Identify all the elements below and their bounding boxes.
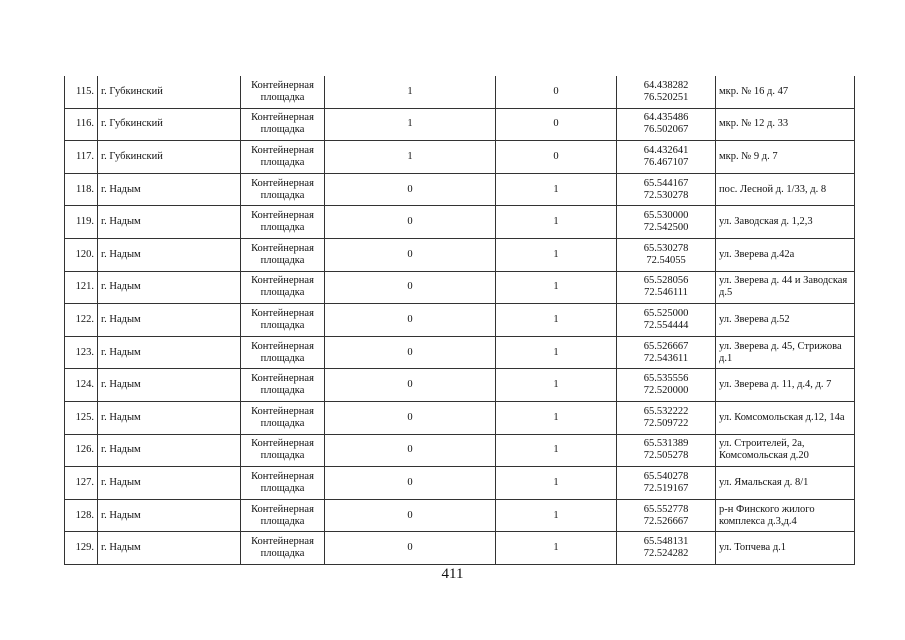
row-number: 120. — [65, 238, 98, 271]
address-cell: ул. Зверева д. 11, д.4, д. 7 — [716, 369, 855, 402]
row-number: 118. — [65, 173, 98, 206]
site-type-line: площадка — [260, 548, 305, 560]
site-type-line: Контейнерная — [251, 503, 314, 515]
latitude: 65.526667 — [643, 340, 689, 352]
latitude: 65.544167 — [643, 177, 689, 189]
address-cell: ул. Заводская д. 1,2,3 — [716, 206, 855, 239]
count-cell-1: 1 — [325, 76, 496, 108]
latitude: 65.525000 — [643, 307, 689, 319]
latitude: 64.435486 — [643, 112, 689, 124]
site-type-line: Контейнерная — [251, 112, 314, 124]
site-type-cell — [241, 76, 325, 108]
city-cell: г. Надым — [98, 401, 241, 434]
row-number: 124. — [65, 369, 98, 402]
row-number: 123. — [65, 336, 98, 369]
row-number: 115. — [65, 76, 98, 108]
site-type-line: Контейнерная — [251, 79, 314, 91]
count-cell-1: 0 — [325, 369, 496, 402]
count-cell-2: 1 — [496, 206, 617, 239]
address-cell: р-н Финского жилого комплекса д.3,д.4 — [716, 499, 855, 532]
site-type-line: Контейнерная — [251, 210, 314, 222]
count-cell-2: 1 — [496, 238, 617, 271]
address-cell: пос. Лесной д. 1/33, д. 8 — [716, 173, 855, 206]
count-cell-2: 1 — [496, 173, 617, 206]
table-row — [65, 467, 855, 500]
site-type-line: площадка — [260, 287, 305, 299]
site-type-cell — [241, 499, 325, 532]
coordinates-cell — [617, 467, 716, 500]
table-row — [65, 532, 855, 565]
coordinates-cell — [617, 499, 716, 532]
address-cell: мкр. № 9 д. 7 — [716, 141, 855, 174]
site-type-cell — [241, 304, 325, 337]
row-number: 127. — [65, 467, 98, 500]
row-number: 122. — [65, 304, 98, 337]
count-cell-1: 0 — [325, 206, 496, 239]
coordinates-cell — [617, 369, 716, 402]
row-number: 126. — [65, 434, 98, 467]
address-cell: ул. Зверева д.52 — [716, 304, 855, 337]
count-cell-1: 0 — [325, 336, 496, 369]
longitude: 72.54055 — [646, 254, 686, 266]
coordinates-cell — [617, 434, 716, 467]
count-cell-1: 0 — [325, 173, 496, 206]
city-cell: г. Надым — [98, 532, 241, 565]
city-cell: г. Надым — [98, 304, 241, 337]
table-row — [65, 434, 855, 467]
site-type-line: площадка — [260, 417, 305, 429]
city-cell: г. Надым — [98, 499, 241, 532]
row-number: 117. — [65, 141, 98, 174]
city-cell: г. Губкинский — [98, 141, 241, 174]
city-cell: г. Надым — [98, 467, 241, 500]
coordinates-cell — [617, 76, 716, 108]
city-cell: г. Надым — [98, 369, 241, 402]
count-cell-1: 0 — [325, 304, 496, 337]
site-type-line: Контейнерная — [251, 438, 314, 450]
site-type-line: площадка — [260, 222, 305, 234]
row-number: 129. — [65, 532, 98, 565]
address-cell: мкр. № 12 д. 33 — [716, 108, 855, 141]
longitude: 72.524282 — [643, 548, 689, 560]
address-cell: ул. Топчева д.1 — [716, 532, 855, 565]
site-type-line: Контейнерная — [251, 177, 314, 189]
address-cell: ул. Зверева д.42а — [716, 238, 855, 271]
latitude: 65.548131 — [643, 536, 689, 548]
latitude: 65.540278 — [643, 470, 689, 482]
site-type-cell — [241, 467, 325, 500]
address-cell: ул. Ямальская д. 8/1 — [716, 467, 855, 500]
site-type-cell — [241, 271, 325, 304]
site-type-line: Контейнерная — [251, 536, 314, 548]
site-type-line: площадка — [260, 91, 305, 103]
city-cell: г. Надым — [98, 206, 241, 239]
latitude: 64.438282 — [643, 79, 689, 91]
site-type-cell — [241, 108, 325, 141]
site-type-line: Контейнерная — [251, 405, 314, 417]
container-sites-table — [64, 76, 855, 565]
longitude: 72.530278 — [643, 189, 689, 201]
city-cell: г. Губкинский — [98, 76, 241, 108]
site-type-cell — [241, 206, 325, 239]
coordinates-cell — [617, 173, 716, 206]
table-row — [65, 499, 855, 532]
longitude: 76.502067 — [643, 124, 689, 136]
table-row — [65, 173, 855, 206]
site-type-cell — [241, 173, 325, 206]
count-cell-1: 0 — [325, 401, 496, 434]
site-type-line: Контейнерная — [251, 144, 314, 156]
table-row — [65, 304, 855, 337]
count-cell-2: 1 — [496, 304, 617, 337]
site-type-cell — [241, 401, 325, 434]
address-cell: мкр. № 16 д. 47 — [716, 76, 855, 108]
count-cell-1: 0 — [325, 467, 496, 500]
latitude: 65.530278 — [643, 242, 689, 254]
table-row — [65, 238, 855, 271]
city-cell: г. Надым — [98, 434, 241, 467]
longitude: 76.467107 — [643, 156, 689, 168]
site-type-line: площадка — [260, 319, 305, 331]
table-row — [65, 108, 855, 141]
site-type-line: площадка — [260, 385, 305, 397]
latitude: 65.531389 — [643, 438, 689, 450]
longitude: 72.526667 — [643, 515, 689, 527]
latitude: 65.532222 — [643, 405, 689, 417]
site-type-line: площадка — [260, 254, 305, 266]
coordinates-cell — [617, 304, 716, 337]
city-cell: г. Надым — [98, 238, 241, 271]
latitude: 65.530000 — [643, 210, 689, 222]
longitude: 76.520251 — [643, 91, 689, 103]
site-type-line: площадка — [260, 450, 305, 462]
longitude: 72.505278 — [643, 450, 689, 462]
coordinates-cell — [617, 271, 716, 304]
longitude: 72.546111 — [644, 287, 688, 299]
longitude: 72.542500 — [643, 222, 689, 234]
row-number: 116. — [65, 108, 98, 141]
latitude: 65.552778 — [643, 503, 689, 515]
count-cell-2: 1 — [496, 401, 617, 434]
count-cell-2: 0 — [496, 108, 617, 141]
address-cell: ул. Зверева д. 44 и Заводская д.5 — [716, 271, 855, 304]
count-cell-2: 1 — [496, 369, 617, 402]
count-cell-1: 1 — [325, 141, 496, 174]
city-cell: г. Губкинский — [98, 108, 241, 141]
row-number: 119. — [65, 206, 98, 239]
site-type-line: площадка — [260, 482, 305, 494]
latitude: 65.535556 — [643, 373, 689, 385]
count-cell-2: 1 — [496, 532, 617, 565]
table-row — [65, 141, 855, 174]
table-row — [65, 369, 855, 402]
coordinates-cell — [617, 108, 716, 141]
site-type-line: Контейнерная — [251, 275, 314, 287]
table-row — [65, 336, 855, 369]
count-cell-1: 1 — [325, 108, 496, 141]
site-type-line: Контейнерная — [251, 470, 314, 482]
site-type-line: Контейнерная — [251, 307, 314, 319]
coordinates-cell — [617, 336, 716, 369]
coordinates-cell — [617, 238, 716, 271]
count-cell-1: 0 — [325, 532, 496, 565]
table-row — [65, 206, 855, 239]
count-cell-1: 0 — [325, 271, 496, 304]
count-cell-2: 1 — [496, 271, 617, 304]
site-type-line: площадка — [260, 124, 305, 136]
count-cell-1: 0 — [325, 499, 496, 532]
city-cell: г. Надым — [98, 336, 241, 369]
site-type-line: площадка — [260, 156, 305, 168]
site-type-line: Контейнерная — [251, 340, 314, 352]
address-cell: ул. Строителей, 2а, Комсомольская д.20 — [716, 434, 855, 467]
coordinates-cell — [617, 141, 716, 174]
page-number: 411 — [441, 566, 464, 582]
site-type-line: площадка — [260, 515, 305, 527]
count-cell-2: 0 — [496, 76, 617, 108]
count-cell-1: 0 — [325, 238, 496, 271]
count-cell-2: 0 — [496, 141, 617, 174]
site-type-cell — [241, 434, 325, 467]
city-cell: г. Надым — [98, 271, 241, 304]
table-row — [65, 76, 855, 108]
longitude: 72.520000 — [643, 385, 689, 397]
site-type-cell — [241, 238, 325, 271]
row-number: 121. — [65, 271, 98, 304]
site-type-line: Контейнерная — [251, 373, 314, 385]
count-cell-2: 1 — [496, 467, 617, 500]
coordinates-cell — [617, 206, 716, 239]
count-cell-2: 1 — [496, 434, 617, 467]
latitude: 64.432641 — [643, 144, 689, 156]
site-type-cell — [241, 336, 325, 369]
address-cell: ул. Комсомольская д.12, 14а — [716, 401, 855, 434]
longitude: 72.509722 — [643, 417, 689, 429]
row-number: 128. — [65, 499, 98, 532]
site-type-cell — [241, 369, 325, 402]
row-number: 125. — [65, 401, 98, 434]
site-type-line: площадка — [260, 352, 305, 364]
longitude: 72.543611 — [643, 352, 689, 364]
longitude: 72.519167 — [643, 482, 689, 494]
latitude: 65.528056 — [643, 275, 689, 287]
table-row — [65, 271, 855, 304]
site-type-line: Контейнерная — [251, 242, 314, 254]
coordinates-cell — [617, 401, 716, 434]
address-cell: ул. Зверева д. 45, Стрижова д.1 — [716, 336, 855, 369]
city-cell: г. Надым — [98, 173, 241, 206]
site-type-line: площадка — [260, 189, 305, 201]
site-type-cell — [241, 532, 325, 565]
coordinates-cell — [617, 532, 716, 565]
table-body — [65, 76, 855, 564]
longitude: 72.554444 — [643, 319, 689, 331]
count-cell-2: 1 — [496, 499, 617, 532]
site-type-cell — [241, 141, 325, 174]
count-cell-1: 0 — [325, 434, 496, 467]
table-row — [65, 401, 855, 434]
count-cell-2: 1 — [496, 336, 617, 369]
